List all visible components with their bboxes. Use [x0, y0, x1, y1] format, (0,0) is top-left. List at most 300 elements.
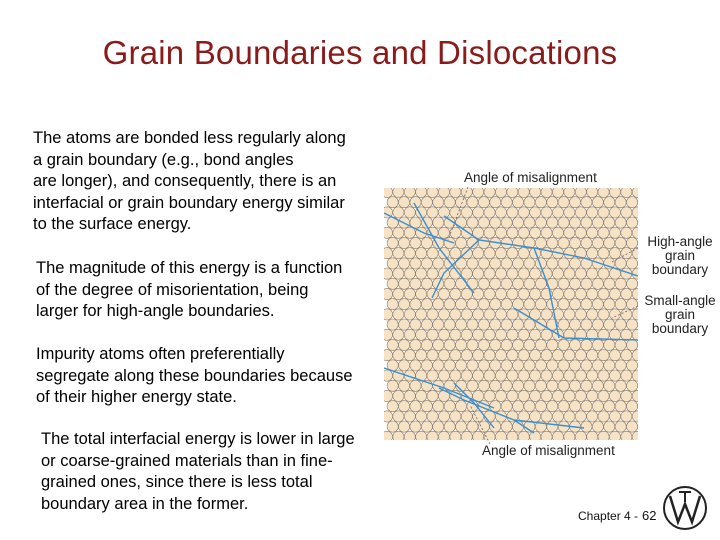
atom [587, 227, 598, 238]
atom [627, 217, 638, 228]
atom [450, 227, 461, 238]
atom [495, 370, 506, 381]
atom [530, 207, 541, 218]
atom [598, 188, 609, 198]
atom [604, 299, 615, 310]
atom [570, 360, 581, 371]
atom [456, 278, 467, 289]
atom [581, 360, 592, 371]
atom [507, 268, 518, 279]
atom [541, 390, 552, 401]
atom [627, 360, 638, 371]
atom [456, 339, 467, 350]
atom [615, 197, 626, 208]
slide-title: Grain Boundaries and Dislocations [102, 34, 618, 71]
atom [507, 288, 518, 299]
atom [524, 197, 535, 208]
atom [461, 207, 472, 218]
atom [384, 188, 393, 198]
atom [427, 370, 438, 381]
atom [530, 227, 541, 238]
atom [598, 431, 609, 440]
atom [484, 288, 495, 299]
atom [632, 411, 638, 422]
atom [518, 288, 529, 299]
atom [581, 401, 592, 412]
atom [387, 319, 398, 330]
atom [501, 421, 512, 432]
atom [433, 197, 444, 208]
atom [473, 288, 484, 299]
atom [427, 188, 438, 198]
atom [604, 197, 615, 208]
atom [535, 339, 546, 350]
atom [467, 421, 478, 432]
atom [393, 207, 404, 218]
atom [399, 421, 410, 432]
atom [387, 237, 398, 248]
atom [399, 237, 410, 248]
atom [621, 288, 632, 299]
atom [552, 431, 563, 440]
atom [490, 360, 501, 371]
atom [427, 309, 438, 320]
atom [461, 350, 472, 361]
atom [399, 380, 410, 391]
atom [427, 207, 438, 218]
atom [507, 248, 518, 259]
atom [495, 207, 506, 218]
atom [387, 299, 398, 310]
atom [513, 360, 524, 371]
atom [433, 299, 444, 310]
chapter-label: Chapter 4 - [578, 509, 639, 523]
atom [587, 207, 598, 218]
atom [615, 319, 626, 330]
atom [564, 188, 575, 198]
atom [627, 237, 638, 248]
atom [399, 319, 410, 330]
atom [609, 309, 620, 320]
atom-lattice [384, 188, 638, 440]
atom [541, 188, 552, 198]
publisher-logo-icon [662, 484, 708, 532]
atom [530, 268, 541, 279]
atom [564, 207, 575, 218]
atom [558, 237, 569, 248]
atom [467, 360, 478, 371]
atom [461, 248, 472, 259]
atom [490, 258, 501, 269]
paragraph-impurity-segregation: Impurity atoms often preferentially segregate along these boundaries because of their higher energy state. [36, 345, 353, 406]
atom [473, 370, 484, 381]
atom [598, 370, 609, 381]
atom [507, 207, 518, 218]
atom [530, 390, 541, 401]
atom [433, 258, 444, 269]
atom [530, 431, 541, 440]
atom [564, 390, 575, 401]
atom [416, 288, 427, 299]
atom [478, 217, 489, 228]
atom [518, 370, 529, 381]
atom [473, 350, 484, 361]
atom [598, 309, 609, 320]
atom [513, 319, 524, 330]
atom [592, 197, 603, 208]
atom [541, 370, 552, 381]
atom [518, 188, 529, 198]
atom [495, 329, 506, 340]
atom [501, 380, 512, 391]
atom [490, 299, 501, 310]
atom [450, 431, 461, 440]
atom [518, 248, 529, 259]
atom [421, 258, 432, 269]
atom [410, 299, 421, 310]
atom [444, 278, 455, 289]
atom [541, 227, 552, 238]
atom [438, 227, 449, 238]
atom [399, 278, 410, 289]
atom [632, 350, 638, 361]
atom [416, 248, 427, 259]
atom [575, 370, 586, 381]
atom [547, 197, 558, 208]
atom [478, 360, 489, 371]
atom [598, 390, 609, 401]
atom [570, 339, 581, 350]
label-angle-misalignment-bottom: Angle of misalignment [482, 443, 615, 458]
atom [450, 248, 461, 259]
atom [416, 411, 427, 422]
atom [501, 258, 512, 269]
atom [518, 268, 529, 279]
atom [410, 319, 421, 330]
atom [438, 329, 449, 340]
atom [535, 217, 546, 228]
atom [552, 288, 563, 299]
atom [604, 278, 615, 289]
atom [535, 401, 546, 412]
atom [575, 207, 586, 218]
atom [410, 278, 421, 289]
atom [507, 188, 518, 198]
atom [535, 197, 546, 208]
atom [524, 339, 535, 350]
atom [478, 319, 489, 330]
atom [592, 401, 603, 412]
atom [564, 248, 575, 259]
atom [609, 350, 620, 361]
atom [404, 350, 415, 361]
atom [541, 309, 552, 320]
atom [461, 268, 472, 279]
atom [627, 401, 638, 412]
atom [501, 401, 512, 412]
atom [632, 207, 638, 218]
atom [632, 248, 638, 259]
atom [501, 360, 512, 371]
atom [547, 380, 558, 391]
atom [587, 288, 598, 299]
atom [632, 431, 638, 440]
atom [615, 401, 626, 412]
atom [393, 309, 404, 320]
atom [570, 380, 581, 391]
atom [627, 258, 638, 269]
atom [524, 360, 535, 371]
atom [627, 319, 638, 330]
atom [450, 370, 461, 381]
atom [484, 329, 495, 340]
atom [501, 319, 512, 330]
atom [393, 431, 404, 440]
atom [609, 227, 620, 238]
atom [564, 431, 575, 440]
atom [461, 431, 472, 440]
atom [410, 258, 421, 269]
atom [507, 309, 518, 320]
atom [615, 237, 626, 248]
atom [507, 390, 518, 401]
atom [518, 390, 529, 401]
atom [501, 339, 512, 350]
atom [490, 421, 501, 432]
atom [416, 390, 427, 401]
atom [416, 431, 427, 440]
atom [541, 329, 552, 340]
atom [530, 411, 541, 422]
grain-boundary-diagram [384, 188, 638, 440]
atom [615, 339, 626, 350]
atom [384, 227, 393, 238]
atom [490, 278, 501, 289]
atom [404, 248, 415, 259]
atom [513, 258, 524, 269]
atom [404, 207, 415, 218]
atom [581, 299, 592, 310]
atom [541, 411, 552, 422]
atom [524, 319, 535, 330]
atom [387, 278, 398, 289]
atom [627, 339, 638, 350]
atom [587, 370, 598, 381]
atom [530, 288, 541, 299]
atom [444, 421, 455, 432]
atom [587, 268, 598, 279]
atom [384, 411, 393, 422]
atom [456, 217, 467, 228]
atom [604, 401, 615, 412]
atom [404, 268, 415, 279]
atom [621, 370, 632, 381]
atom [490, 339, 501, 350]
label-high-angle-boundary: High-angle grain boundary [647, 234, 713, 277]
atom [632, 227, 638, 238]
atom [592, 278, 603, 289]
atom [478, 380, 489, 391]
atom [393, 248, 404, 259]
atom [490, 319, 501, 330]
atom [552, 411, 563, 422]
atom [564, 227, 575, 238]
atom [410, 339, 421, 350]
atom [456, 237, 467, 248]
atom [535, 237, 546, 248]
atom [495, 268, 506, 279]
atom [598, 411, 609, 422]
atom [478, 258, 489, 269]
atom [570, 237, 581, 248]
atom [478, 421, 489, 432]
atom [558, 380, 569, 391]
atom [592, 319, 603, 330]
atom [530, 370, 541, 381]
atom [552, 188, 563, 198]
atom [484, 309, 495, 320]
atom [473, 309, 484, 320]
atom [490, 217, 501, 228]
atom [478, 339, 489, 350]
atom [456, 421, 467, 432]
atom [456, 197, 467, 208]
atom [575, 288, 586, 299]
atom [478, 299, 489, 310]
atom [615, 299, 626, 310]
atom [627, 197, 638, 208]
atom [450, 309, 461, 320]
atom [490, 197, 501, 208]
atom [598, 288, 609, 299]
atom [575, 390, 586, 401]
atom [384, 329, 393, 340]
atom [621, 188, 632, 198]
atom [507, 350, 518, 361]
atom [387, 380, 398, 391]
atom [621, 390, 632, 401]
atom [404, 309, 415, 320]
atom [404, 329, 415, 340]
atom [598, 207, 609, 218]
atom [387, 258, 398, 269]
atom [570, 319, 581, 330]
atom [421, 237, 432, 248]
atom [592, 360, 603, 371]
atom [384, 248, 393, 259]
atom [547, 339, 558, 350]
atom [467, 339, 478, 350]
atom [490, 380, 501, 391]
atom [450, 288, 461, 299]
atom [581, 217, 592, 228]
atom [421, 319, 432, 330]
atom [575, 188, 586, 198]
atom [473, 188, 484, 198]
atom [421, 339, 432, 350]
atom [484, 350, 495, 361]
atom [467, 299, 478, 310]
atom [615, 278, 626, 289]
atom [598, 227, 609, 238]
atom [450, 350, 461, 361]
atom [450, 188, 461, 198]
atom [410, 401, 421, 412]
atom [384, 390, 393, 401]
atom [581, 278, 592, 289]
atom [444, 319, 455, 330]
atom [609, 207, 620, 218]
atom [399, 360, 410, 371]
atom [384, 309, 393, 320]
atom [632, 268, 638, 279]
atom [393, 390, 404, 401]
atom [427, 350, 438, 361]
atom [461, 309, 472, 320]
atom [461, 288, 472, 299]
atom [444, 360, 455, 371]
atom [393, 350, 404, 361]
atom [621, 207, 632, 218]
atom [609, 370, 620, 381]
atom [632, 329, 638, 340]
atom [404, 188, 415, 198]
atom [404, 227, 415, 238]
atom [570, 299, 581, 310]
atom [438, 309, 449, 320]
atom [404, 411, 415, 422]
atom [467, 319, 478, 330]
atom [399, 339, 410, 350]
atom [575, 309, 586, 320]
atom [421, 197, 432, 208]
atom [524, 299, 535, 310]
atom [627, 278, 638, 289]
atom [570, 197, 581, 208]
atom [404, 288, 415, 299]
atom [518, 350, 529, 361]
atom [513, 339, 524, 350]
atom [399, 258, 410, 269]
atom [438, 431, 449, 440]
atom [387, 401, 398, 412]
atom [433, 421, 444, 432]
atom [530, 329, 541, 340]
atom [530, 188, 541, 198]
atom [410, 380, 421, 391]
atom [604, 421, 615, 432]
atom [621, 431, 632, 440]
atom [541, 350, 552, 361]
atom [627, 380, 638, 391]
atom [444, 197, 455, 208]
atom [461, 188, 472, 198]
atom [450, 411, 461, 422]
atom [587, 188, 598, 198]
atom [587, 411, 598, 422]
atom [384, 370, 393, 381]
atom [513, 401, 524, 412]
atom [530, 350, 541, 361]
atom [433, 319, 444, 330]
atom [592, 217, 603, 228]
atom [518, 329, 529, 340]
atom [484, 390, 495, 401]
atom [598, 268, 609, 279]
atom [615, 421, 626, 432]
atom [621, 411, 632, 422]
atom [592, 380, 603, 391]
